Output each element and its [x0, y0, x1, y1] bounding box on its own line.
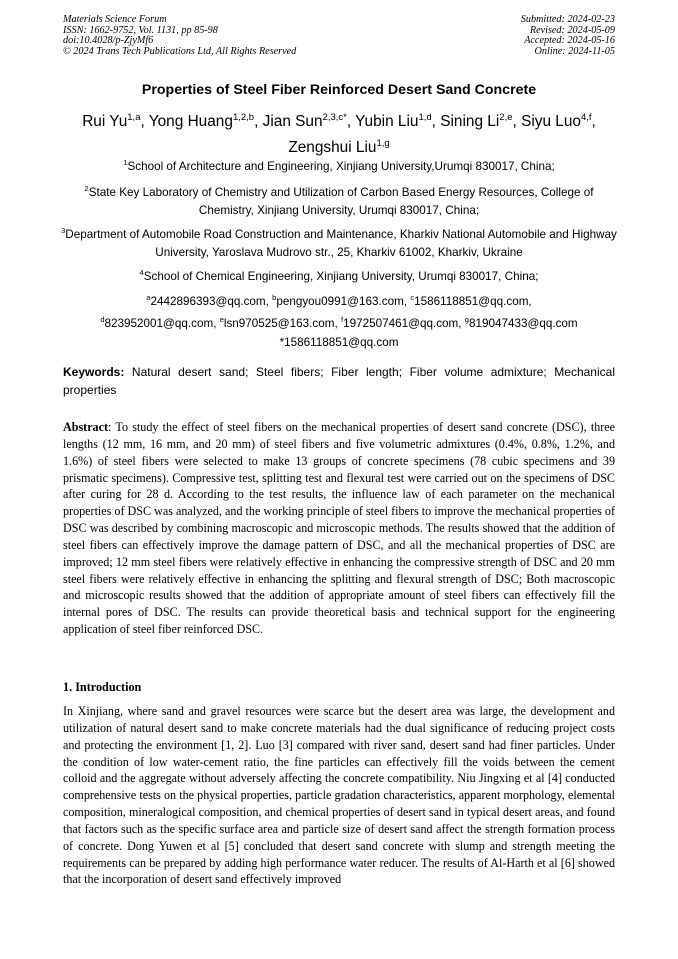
submitted-date: Submitted: 2024-02-23 [520, 14, 615, 25]
author: Yong Huang$^{1,2,b}$, [148, 112, 263, 131]
abstract-label: Abstract [63, 420, 109, 434]
email[interactable]: $^g$819047433@qq.com [464, 315, 578, 331]
email[interactable]: $^a$2442896393@qq.com, [146, 293, 273, 308]
paper-title: Properties of Steel Fiber Reinforced Desert Sand Concrete [141, 82, 537, 98]
affiliation-3: $^3$Department of Automobile Road Construction and Maintenance, Kharkiv National Automobile and Highway University, Yaroslava Mudrovo str., 25, Kharkiv 61002, Kharkiv, Ukraine [61, 226, 617, 260]
author: Zengshui Liu$^{1,g}$ [288, 138, 390, 157]
email[interactable]: $^b$pengyou0991@163.com, [272, 293, 411, 308]
journal-name: Materials Science Forum [63, 14, 167, 25]
affiliation-2: $^2$State Key Laboratory of Chemistry and Utilization of Carbon Based Energy Resources, College of Chemistry, Xinjiang University, Urumqi 830017, China; [84, 184, 594, 218]
email[interactable]: $^c$1586118851@qq.com, [410, 293, 532, 308]
author: Jian Sun$^{2,3,c*}$, [262, 112, 356, 131]
author: Siyu Luo$^{4,f}$, [521, 112, 596, 131]
email[interactable]: $^f$1972507461@qq.com, [341, 315, 465, 331]
copyright-line: © 2024 Trans Tech Publications Ltd, All Rights Reserved [63, 45, 297, 57]
corresponding-email[interactable]: *1586118851@qq.com [279, 335, 399, 349]
affiliation-4: $^4$School of Chemical Engineering, Xinjiang University, Urumqi 830017, China; [139, 268, 539, 283]
keywords-label: Keywords: [63, 365, 125, 379]
affiliation-1: $^1$School of Architecture and Engineering, Xinjiang University,Urumqi 830017, China; [123, 158, 555, 173]
abstract-text: : To study the effect of steel fibers on the mechanical properties of desert sand concrete (DSC), three lengths (12 mm, 16 mm, and 20 mm) of steel fibers and five volumetric admixtures (0.4%, 0.8%, 1.2%, and 1.6%) of steel fibers were selected to make 13 groups of concrete specimens (78 cubic specimens and 39 prismatic specimens). Compressive test, splitting test and flexural test were carried out on the specimens of DSC after curing for 28 d. According to the test results, the influence law of each parameter on the mechanical properties of DSC was analyzed, and the working principle of steel fibers to improve the mechanical properties of DSC was described by combining macroscopic and microscopic methods. The results showed that the addition of steel fibers can effectively improve the damage pattern of DSC, and all the mechanical properties of DSC are improved; 12 mm steel fibers were relatively effective in enhancing the compressive strength of DSC and 20 mm steel fibers were relatively effective in enhancing the splitting and flexural strength of DSC; Both macroscopic and microscopic results showed that the addition of appropriate amount of steel fibers can effectively fill the internal pores of DSC. The results can provide theoretical basis and technical support for the engineering application of steel fiber reinforced DSC. [63, 420, 615, 637]
doi-line: doi:10.4028/p-ZjyMf6 [63, 35, 154, 47]
author: Sining Li$^{2,e}$, [440, 112, 522, 131]
dates-header [521, 15, 615, 57]
abstract [63, 419, 615, 638]
introduction-text: In Xinjiang, where sand and gravel resources were scarce but the desert area was large, the development and utilization of natural desert sand to make concrete materials had the dual significance of reducing project costs and protecting the environment [1, 2]. Luo [3] compared with river sand, desert sand had finer particles. Under the condition of low water-cement ratio, the fine particles can effectively fill the voids between the cement colloid and the aggregate without adversely affecting the concrete compatibility. Niu Jingxing et al [4] conducted comprehensive tests on the physical properties, particle gradation characteristics, apparent morphology, elemental composition, mineralogical composition, and chemical properties of desert sand in typical desert areas, and found that factors such as the specific surface area and particle size of desert sand affect the strength formation process of concrete. Dong Yuwen et al [5] concluded that desert sand concrete with slump and strength meeting the requirements can be prepared by adding high performance water reducer. The results of Al-Harth et al [6] showed that the incorporation of desert sand effectively improved [63, 704, 615, 887]
online-date: Online: 2024-11-05 [534, 45, 615, 57]
section-heading: 1. Introduction [63, 680, 142, 694]
keywords-text: Natural desert sand; Steel fibers; Fiber length; Fiber volume admixture; Mechanical properties [63, 365, 615, 397]
author: Rui Yu$^{1,a}$, [82, 112, 149, 131]
email-list [60, 289, 618, 352]
journal-header [63, 15, 296, 57]
issn-line: ISSN: 1662-9752, Vol. 1131, pp 85-98 [63, 24, 218, 36]
email[interactable]: $^d$823952001@qq.com, [100, 315, 220, 331]
author: Yubin Liu$^{1,d}$, [355, 112, 441, 131]
revised-date: Revised: 2024-05-09 [529, 24, 615, 36]
keywords [63, 364, 615, 399]
email[interactable]: $^e$lsn970525@163.com, [219, 315, 341, 331]
author-list [55, 107, 623, 159]
accepted-date: Accepted: 2024-05-16 [524, 35, 615, 47]
